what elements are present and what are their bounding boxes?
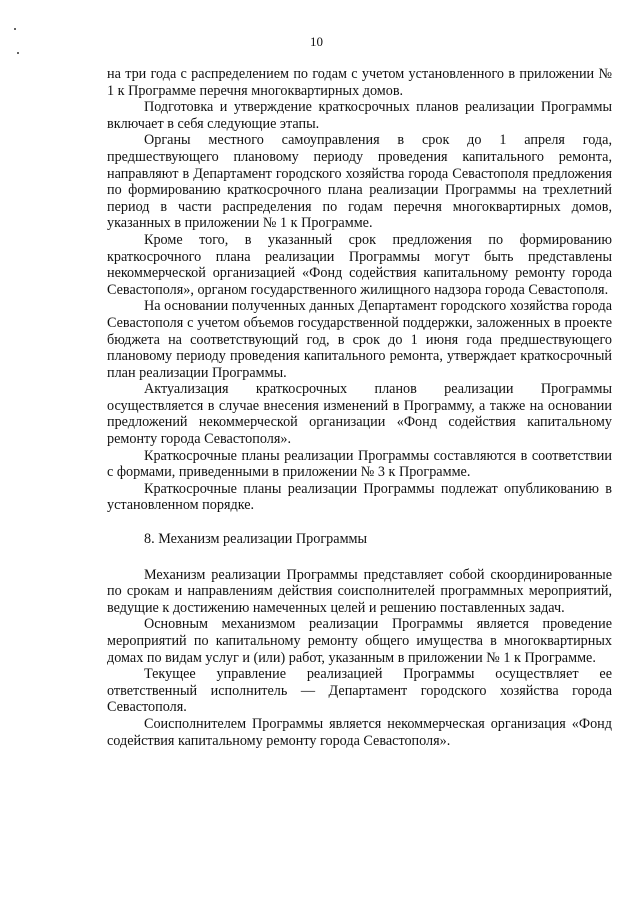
paragraph: Кроме того, в указанный срок предложения по формированию краткосрочного плана реализации Программы могут быть представлены некоммерческой организацией «Фонд содействия капитальному ремонту города Севастополя», органом государственного жилищного надзора города Севастополя. — [107, 231, 612, 298]
scan-speck — [17, 52, 19, 54]
paragraph: Соисполнителем Программы является некоммерческая организация «Фонд содействия капитальному ремонту города Севастополя». — [107, 715, 612, 749]
paragraph: на три года с распределением по годам с учетом установленного в приложении № 1 к Программе перечня многоквартирных домов. — [107, 66, 612, 99]
section-title: 8. Механизм реализации Программы — [144, 531, 368, 548]
paragraph: Актуализация краткосрочных планов реализации Программы осуществляется в случае внесения изменений в Программу, а также на основании предложений некоммерческой организации «Фонд содействия капитальному ремонту города Севастополя». — [107, 381, 612, 448]
paragraph: Основным механизмом реализации Программы является проведение мероприятий по капитальному ремонту общего имущества в многоквартирных домах по видам услуг и (или) работ, указанным в приложении № 1 к Программе. — [107, 616, 612, 666]
document-body — [107, 66, 612, 749]
paragraph: Механизм реализации Программы представляет собой скоординированные по срокам и направлениям действия соисполнителей программных мероприятий, ведущие к достижению намеченных целей и решению поставленных задач. — [107, 566, 612, 616]
page-number: 10 — [310, 34, 323, 49]
paragraph: Текущее управление реализацией Программы осуществляет ее ответственный исполнитель — Департамент городского хозяйства города Севастополя. — [107, 666, 612, 716]
paragraph: На основании полученных данных Департамент городского хозяйства города Севастополя с учетом объемов государственной поддержки, заложенных в проекте бюджета на соответствующий год, в срок до 1 июня года предшествующего плановому периоду проведения капитального ремонта, утверждает краткосрочный план реализации Программы. — [107, 298, 612, 381]
paragraph: Краткосрочные планы реализации Программы составляются в соответствии с формами, приведенными в приложении № 3 к Программе. — [107, 447, 612, 481]
scan-speck — [14, 28, 16, 30]
paragraph: Подготовка и утверждение краткосрочных планов реализации Программы включает в себя следующие этапы. — [107, 99, 612, 132]
paragraph: Краткосрочные планы реализации Программы подлежат опубликованию в установленном порядке. — [107, 480, 612, 514]
paragraph: Органы местного самоуправления в срок до 1 апреля года, предшествующего плановому периоду проведения капитального ремонта, направляют в Департамент городского хозяйства города Севастополя предложения по формированию краткосрочного плана реализации Программы на трехлетний период в части распределения по годам перечня многоквартирных домов, указанных в приложении № 1 к Программе. — [107, 132, 612, 232]
